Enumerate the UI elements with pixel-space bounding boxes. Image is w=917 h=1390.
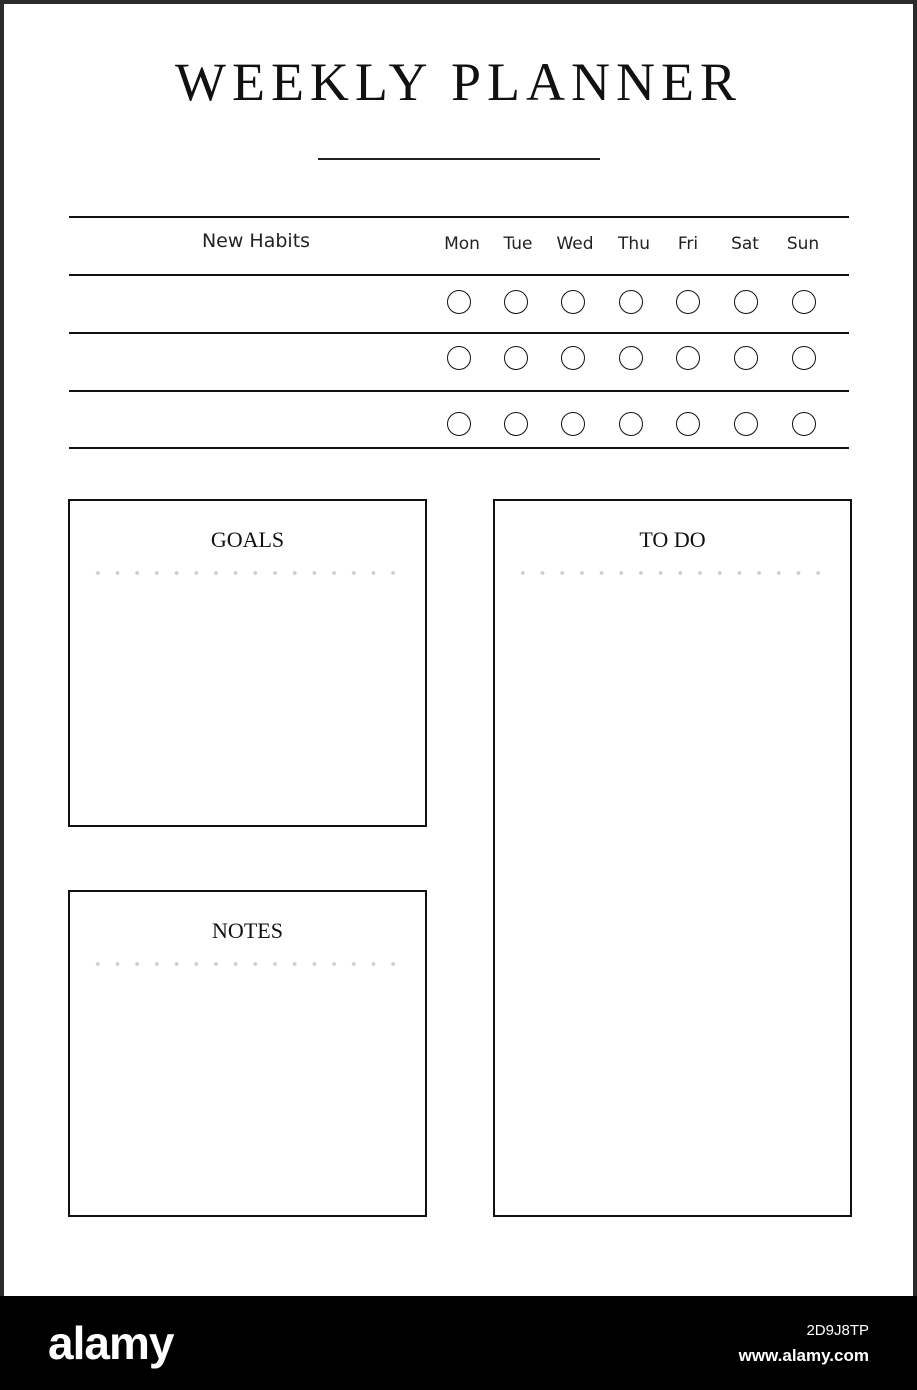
habit-checkbox-sun-row-3[interactable] [792,412,816,436]
habit-checkbox-mon-row-2[interactable] [447,346,471,370]
habits-column-header: New Habits [201,230,311,252]
goals-dotted-divider [88,571,410,575]
notes-box [68,890,427,1217]
watermark-bar [0,1296,917,1390]
goals-title: GOALS [210,527,285,552]
habit-checkbox-mon-row-1[interactable] [447,290,471,314]
habit-checkbox-wed-row-2[interactable] [561,346,585,370]
habit-checkbox-fri-row-3[interactable] [676,412,700,436]
day-header-sat: Sat [731,234,759,254]
table-rule-header [69,274,849,276]
todo-dotted-divider [513,571,835,575]
notes-title: NOTES [212,918,283,943]
day-header-wed: Wed [556,234,594,254]
habit-checkbox-tue-row-3[interactable] [504,412,528,436]
day-header-mon: Mon [444,234,480,254]
habit-checkbox-sun-row-2[interactable] [792,346,816,370]
habit-checkbox-fri-row-1[interactable] [676,290,700,314]
habit-checkbox-thu-row-1[interactable] [619,290,643,314]
habit-checkbox-sat-row-1[interactable] [734,290,758,314]
habit-checkbox-sat-row-3[interactable] [734,412,758,436]
watermark-url: www.alamy.com [738,1346,869,1365]
habit-checkbox-fri-row-2[interactable] [676,346,700,370]
table-rule-bottom [69,447,849,449]
page-title: WEEKLY PLANNER [174,52,743,112]
day-header-sun: Sun [786,234,820,254]
title-underline [318,158,600,160]
day-header-tue: Tue [503,234,533,254]
habit-checkbox-tue-row-1[interactable] [504,290,528,314]
watermark-brand: alamy [48,1317,174,1369]
habit-checkbox-sat-row-2[interactable] [734,346,758,370]
habit-checkbox-wed-row-1[interactable] [561,290,585,314]
todo-box [493,499,852,1217]
day-header-fri: Fri [677,234,699,254]
habit-checkbox-tue-row-2[interactable] [504,346,528,370]
table-rule-row-2 [69,390,849,392]
habit-checkbox-thu-row-2[interactable] [619,346,643,370]
habit-checkbox-thu-row-3[interactable] [619,412,643,436]
goals-box [68,499,427,827]
table-rule-top [69,216,849,218]
habit-checkbox-wed-row-3[interactable] [561,412,585,436]
table-rule-row-1 [69,332,849,334]
watermark-image-id: 2D9J8TP [806,1322,869,1339]
habit-checkbox-mon-row-3[interactable] [447,412,471,436]
todo-title: TO DO [639,527,706,552]
habit-checkbox-sun-row-1[interactable] [792,290,816,314]
notes-dotted-divider [88,962,410,966]
day-header-thu: Thu [618,234,650,254]
